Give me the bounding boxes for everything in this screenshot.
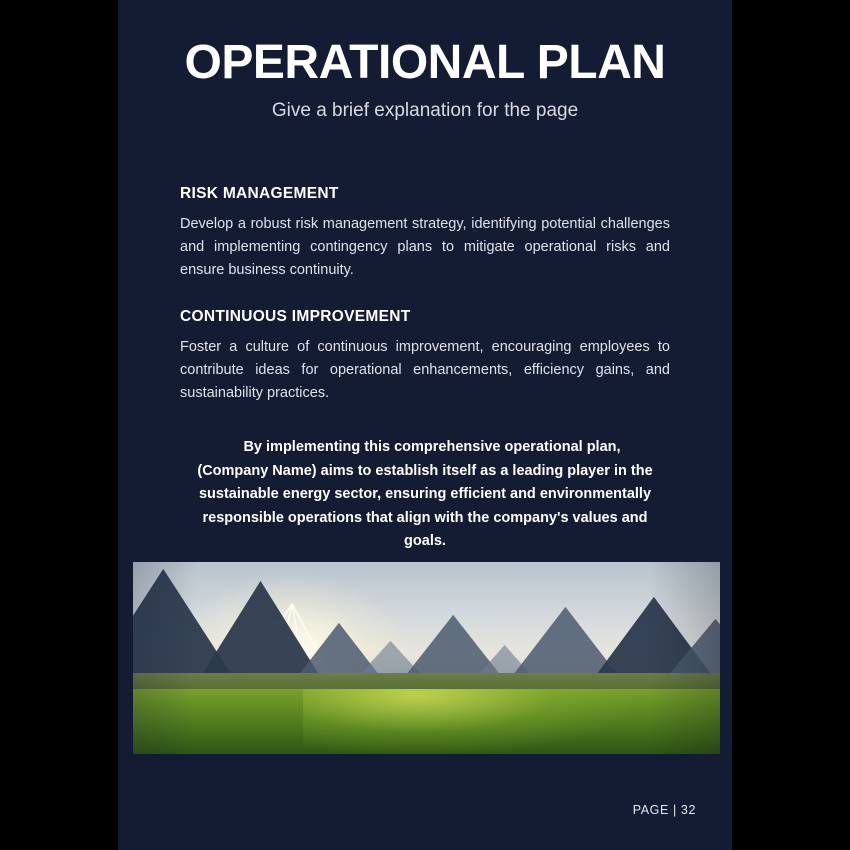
content-body: [180, 185, 670, 554]
slide-page: [118, 0, 732, 850]
photo-vignette: [124, 562, 720, 754]
section-heading: CONTINUOUS IMPROVEMENT: [180, 307, 411, 325]
section-paragraph: Foster a culture of continuous improvement, encouraging employees to contribute ideas for operational enhancements, efficiency gains, and sustainability practices.: [180, 338, 670, 401]
page-number: PAGE | 32: [632, 803, 696, 817]
landscape-photo: [124, 562, 720, 754]
page-title: OPERATIONAL PLAN: [184, 36, 666, 89]
section-risk-management: [180, 185, 670, 282]
closing-statement: By implementing this comprehensive operational plan, (Company Name) aims to establish itself as a leading player in the sustainable energy sector, ensuring efficient and environmentally responsible operations that align with the company's values and goals.: [197, 439, 653, 550]
section-continuous-improvement: [180, 308, 670, 405]
page-subtitle: Give a brief explanation for the page: [271, 100, 579, 121]
section-paragraph: Develop a robust risk management strategy, identifying potential challenges and implementing contingency plans to mitigate operational risks and ensure business continuity.: [180, 216, 670, 278]
section-heading: RISK MANAGEMENT: [180, 185, 339, 202]
